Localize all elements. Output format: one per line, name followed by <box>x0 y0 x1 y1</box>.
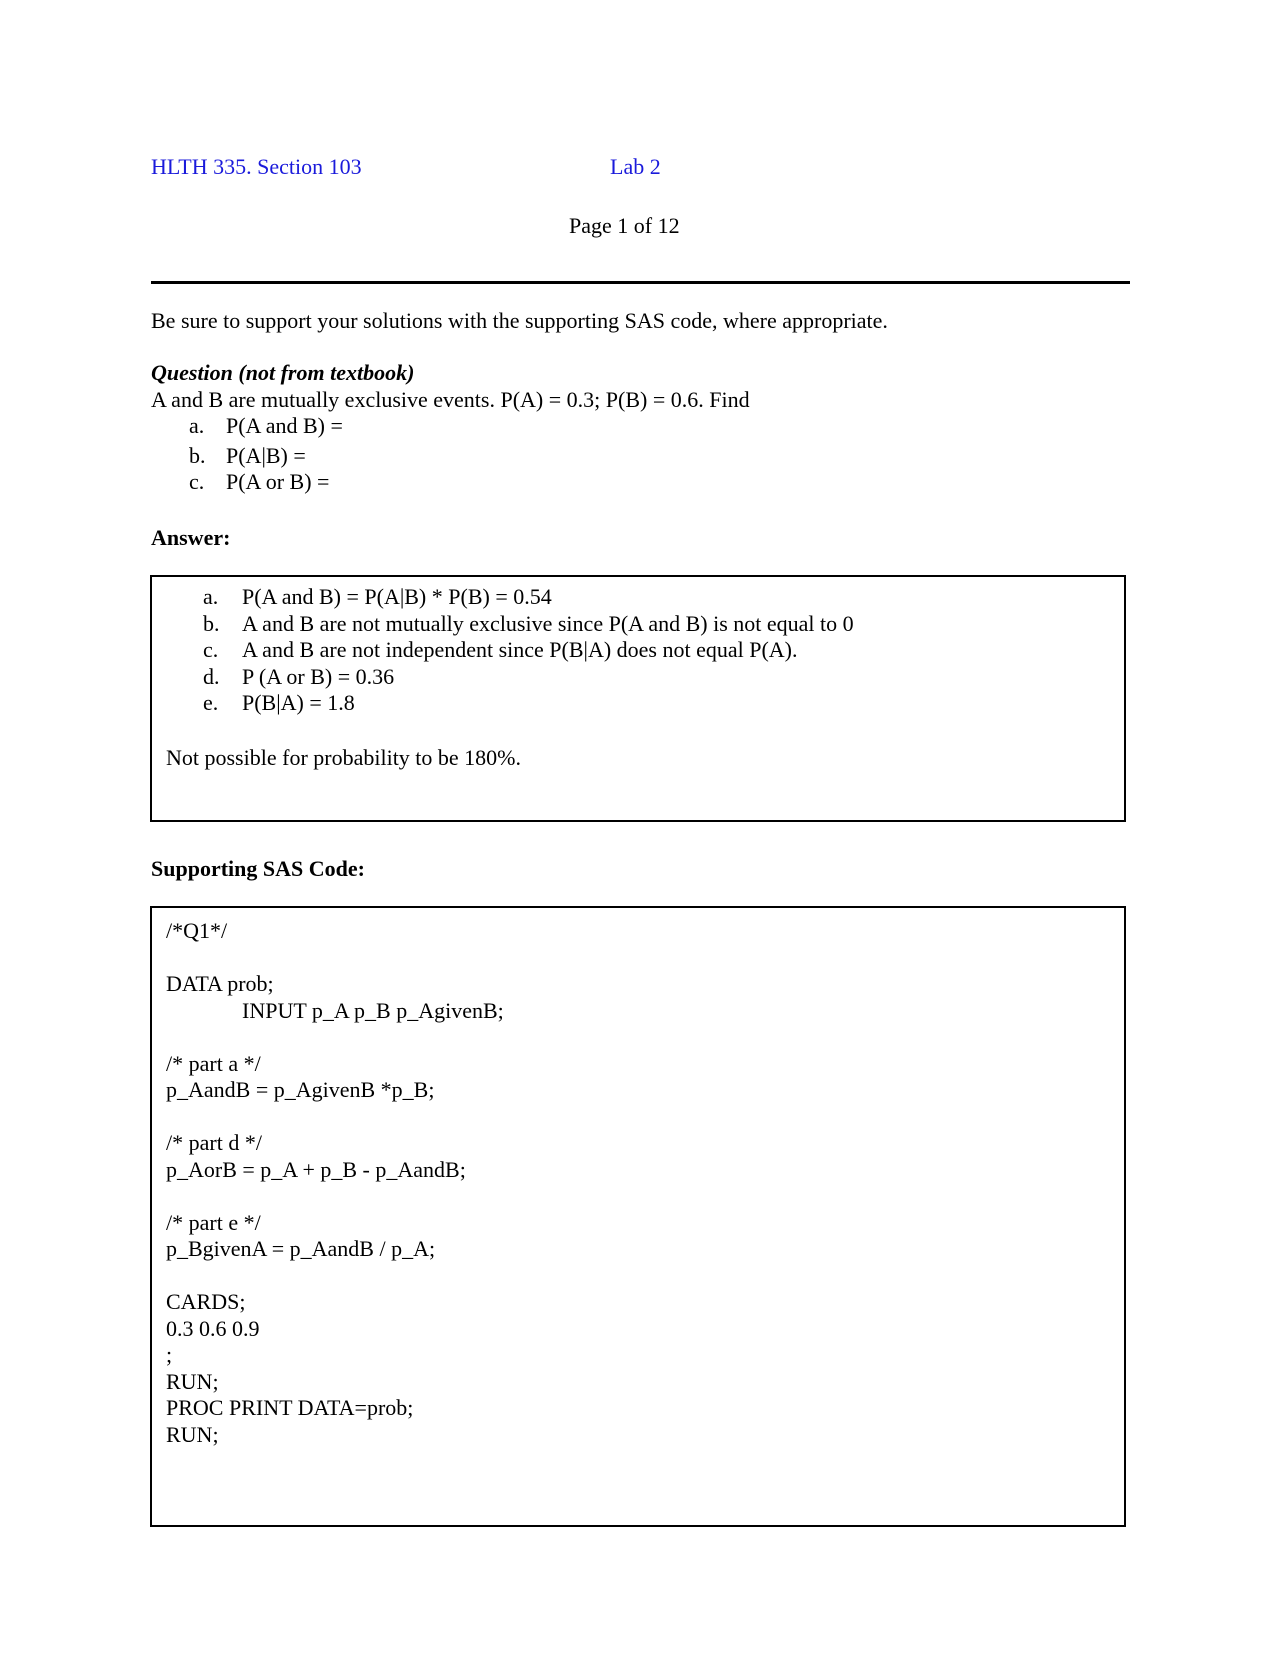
question-item-letter: a. <box>189 413 205 438</box>
answer-item-letter: e. <box>203 690 219 715</box>
sas-code-line: PROC PRINT DATA=prob; <box>166 1395 414 1420</box>
answer-item-text: P(B|A) = 1.8 <box>242 690 355 715</box>
course-title: HLTH 335. Section 103 <box>151 154 362 179</box>
sas-code-line: RUN; <box>166 1421 219 1447</box>
sas-code-line: /* part d */ <box>166 1130 262 1155</box>
sas-code-line: /*Q1*/ <box>166 918 228 943</box>
sas-code-box <box>150 906 1126 1527</box>
sas-code-line <box>166 1183 504 1210</box>
sas-code-line: ; <box>166 1342 173 1367</box>
lab-title: Lab 2 <box>610 154 661 179</box>
question-item-text: P(A and B) = <box>226 413 343 438</box>
sas-code-line: /* part e */ <box>166 1209 261 1235</box>
sas-code-line: CARDS; <box>166 1289 246 1314</box>
question-item-letter: b. <box>189 443 206 468</box>
answer-item-text: A and B are not mutually exclusive since P(A and B) is not equal to 0 <box>242 610 854 636</box>
sas-code-line <box>166 945 504 972</box>
answer-item-letter: b. <box>203 610 220 636</box>
sas-code-line <box>166 1024 504 1051</box>
question-item-text: P(A|B) = <box>226 443 306 468</box>
answer-item-text: P(A and B) = P(A|B) * P(B) = 0.54 <box>242 584 552 609</box>
answer-box <box>150 575 1126 822</box>
sas-code-line: /* part a */ <box>166 1050 261 1076</box>
instructions-text: Be sure to support your solutions with the supporting SAS code, where appropriate. <box>151 308 888 333</box>
question-item-letter: c. <box>189 469 205 494</box>
question-item-text: P(A or B) = <box>226 469 330 494</box>
sas-code-line: p_AandB = p_AgivenB *p_B; <box>166 1077 435 1102</box>
sas-code-line: RUN; <box>166 1368 219 1394</box>
sas-code-line: p_AorB = p_A + p_B - p_AandB; <box>166 1156 466 1182</box>
sas-code-line: INPUT p_A p_B p_AgivenB; <box>242 997 504 1023</box>
page-number: Page 1 of 12 <box>569 213 680 238</box>
sas-code-line <box>166 1104 504 1131</box>
answer-item-text: A and B are not independent since P(B|A) does not equal P(A). <box>242 637 798 662</box>
sas-code-line: DATA prob; <box>166 971 274 996</box>
sas-code-line: p_BgivenA = p_AandB / p_A; <box>166 1236 436 1261</box>
answer-note: Not possible for probability to be 180%. <box>166 745 522 770</box>
header-divider <box>151 281 1130 284</box>
sas-code-line <box>166 1263 504 1290</box>
sas-code-title: Supporting SAS Code: <box>151 856 365 881</box>
answer-item-text: P (A or B) = 0.36 <box>242 663 395 689</box>
question-text: A and B are mutually exclusive events. P(A) = 0.3; P(B) = 0.6. Find <box>151 387 750 412</box>
answer-item-letter: c. <box>203 637 219 662</box>
answer-item-letter: d. <box>203 663 220 689</box>
answer-item-letter: a. <box>203 584 219 609</box>
sas-code-line: 0.3 0.6 0.9 <box>166 1315 260 1341</box>
sas-code-lines <box>166 918 504 1448</box>
answer-title: Answer: <box>151 525 231 550</box>
question-title: Question (not from textbook) <box>151 360 415 385</box>
